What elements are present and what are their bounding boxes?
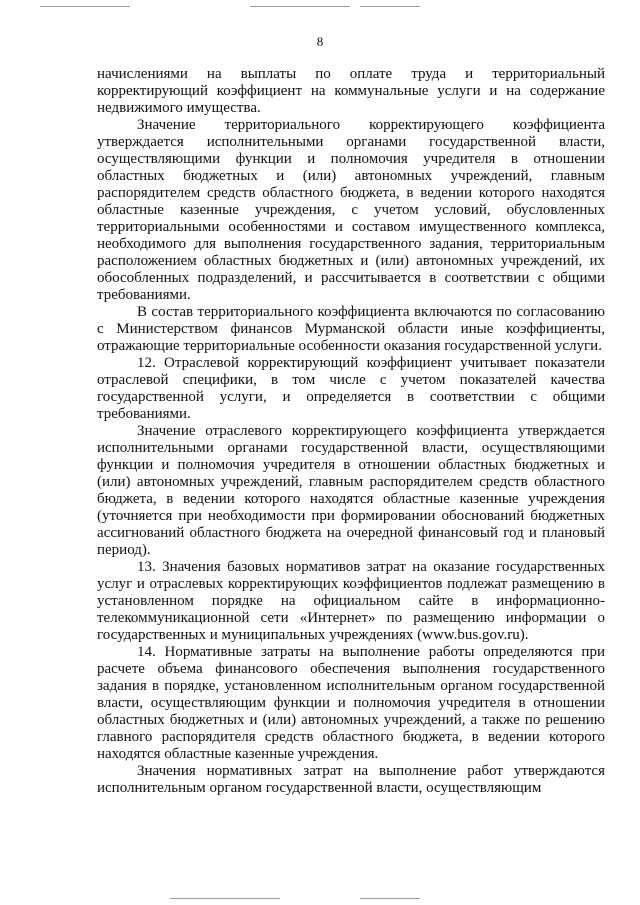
paragraph: 14. Нормативные затраты на выполнение работы определяются при расчете объема финансового обеспечения выполнения государственного задания в порядке, установленном исполнительным органом государственной власти, осуществляющим функции и полномочия учредителя в отношении областных бюджетных и (или) автономных учреждений, а также по решению главного распорядителя средств областного бюджета, в ведении которого находятся областные казенные учреждения. <box>97 644 605 762</box>
scan-mark-bottom-right <box>360 898 420 899</box>
scan-mark-top-left <box>40 6 130 7</box>
paragraph: начислениями на выплаты по оплате труда и территориальный корректирующий коэффициент на коммунальные услуги и на содержание недвижимого имущества. <box>97 66 605 116</box>
page-number: 8 <box>316 34 324 49</box>
paragraph: 13. Значения базовых нормативов затрат на оказание государственных услуг и отраслевых корректирующих коэффициентов подлежат размещению в установленном порядке на официальном сайте в информационно-телекоммуникационной сети «Интернет» по размещению информации о государственных и муниципальных учреждениях (www.bus.gov.ru). <box>97 559 605 643</box>
scan-mark-bottom-left <box>170 898 280 899</box>
paragraph: Значение территориального корректирующего коэффициента утверждается исполнительными органами государственной власти, осуществляющими функции и полномочия учредителя в отношении областных бюджетных и (или) автономных учреждений, главным распорядителем средств областного бюджета, в ведении которого находятся областные казенные учреждения, с учетом условий, обусловленных территориальными особенностями и составом имущественного комплекса, необходимого для выполнения государственного задания, территориальным расположением областных бюджетных и (или) автономных учреждений, их обособленных подразделений, и рассчитывается в соответствии с общими требованиями. <box>97 117 605 303</box>
paragraph: 12. Отраслевой корректирующий коэффициент учитывает показатели отраслевой специфики, в том числе с учетом показателей качества государственной услуги, и определяется в соответствии с общими требованиями. <box>97 355 605 422</box>
paragraph: Значения нормативных затрат на выполнение работ утверждаются исполнительным органом государственной власти, осуществляющим <box>97 763 605 796</box>
scan-mark-top-center <box>250 6 350 7</box>
scan-mark-top-right <box>360 6 420 7</box>
paragraph: Значение отраслевого корректирующего коэффициента утверждается исполнительными органами государственной власти, осуществляющими функции и полномочия учредителя в отношении областных бюджетных и (или) автономных учреждений, главным распорядителем средств областного бюджета, в ведении которого находятся областные казенные учреждения (уточняется при необходимости при формировании обоснований бюджетных ассигнований областного бюджета на очередной финансовый год и плановый период). <box>97 423 605 558</box>
document-body <box>97 66 605 797</box>
paragraph: В состав территориального коэффициента включаются по согласованию с Министерством финансов Мурманской области иные коэффициенты, отражающие территориальные особенности оказания государственной услуги. <box>97 304 605 354</box>
